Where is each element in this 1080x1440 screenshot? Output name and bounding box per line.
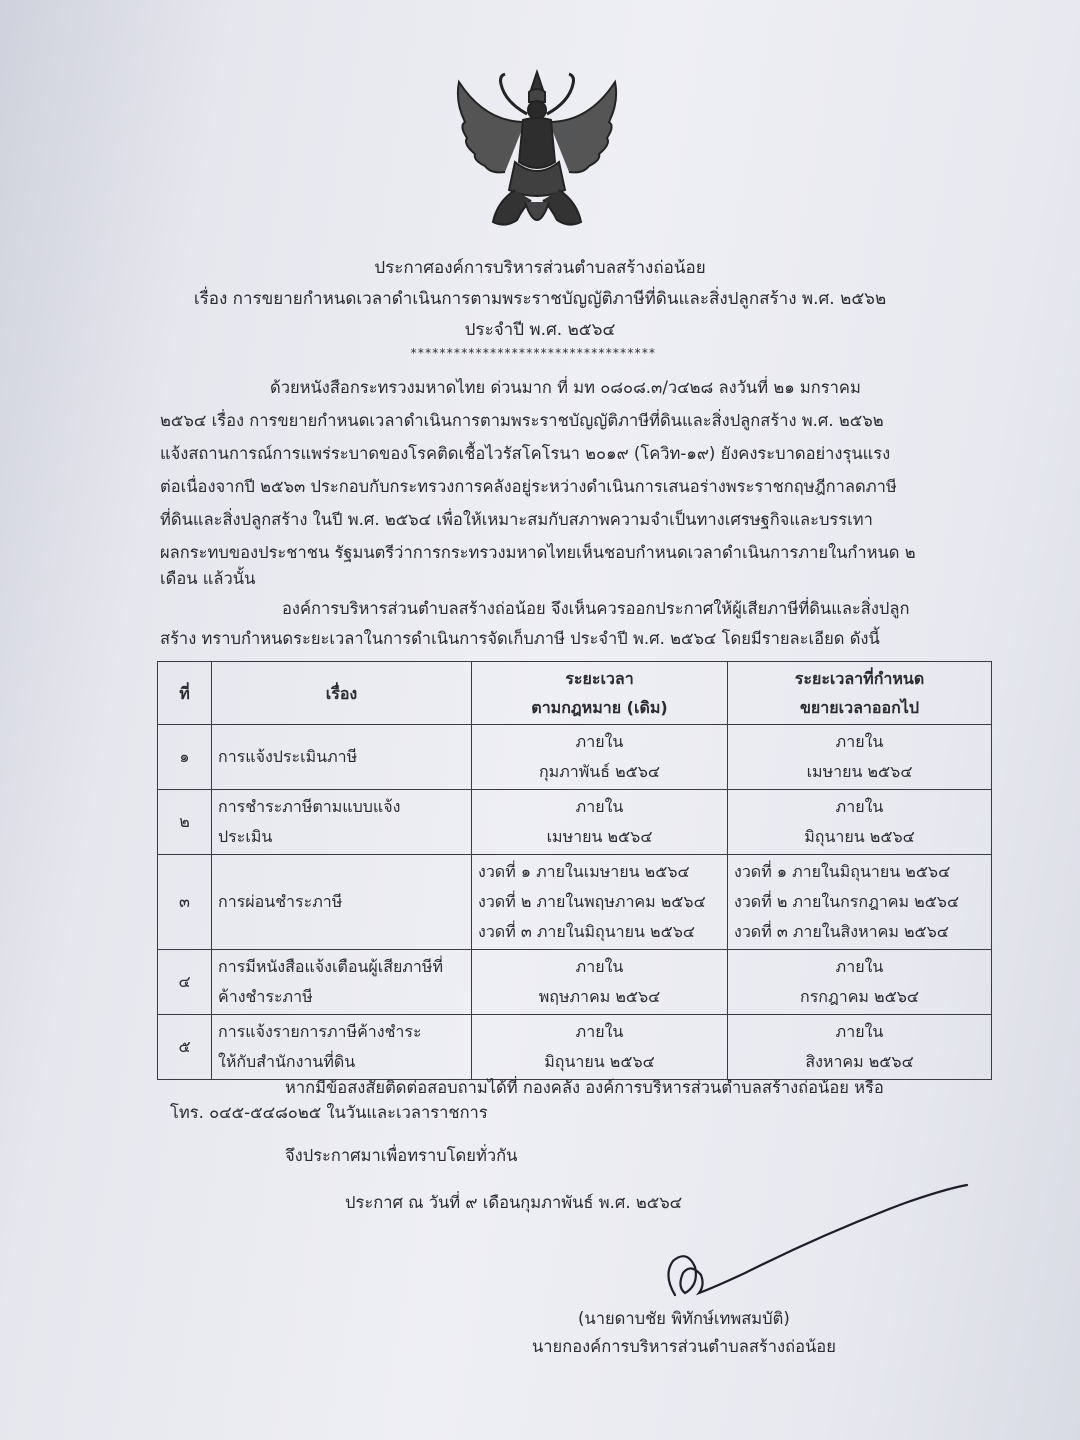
row-original-deadline: ภายใน เมษายน ๒๕๖๔: [472, 790, 728, 855]
paragraph-line: ผลกระทบของประชาชน รัฐมนตรีว่าการกระทรวงมหาดไทยเห็นชอบกำหนดเวลาดำเนินการภายในกำหนด ๒: [160, 543, 916, 562]
row-original-deadline: งวดที่ ๑ ภายในเมษายน ๒๕๖๔ งวดที่ ๒ ภายในพฤษภาคม ๒๕๖๔ งวดที่ ๓ ภายในมิถุนายน ๒๕๖๔: [472, 855, 728, 950]
announcement-subject: เรื่อง การขยายกำหนดเวลาดำเนินการตามพระราชบัญญัติภาษีที่ดินและสิ่งปลูกสร้าง พ.ศ. ๒๕๖๒: [193, 289, 887, 309]
row-original-deadline: ภายใน มิถุนายน ๒๕๖๔: [472, 1015, 728, 1080]
table-row: [158, 950, 992, 1015]
date-line: ประกาศ ณ วันที่ ๙ เดือนกุมภาพันธ์ พ.ศ. ๒๕๖๔: [345, 1193, 683, 1212]
table-row: [158, 725, 992, 790]
signer-name: (นายดาบชัย พิทักษ์เทพสมบัติ): [578, 1309, 790, 1328]
signer-title: นายกองค์การบริหารส่วนตำบลสร้างถ่อน้อย: [532, 1337, 836, 1356]
paragraph-line: ๒๕๖๔ เรื่อง การขยายกำหนดเวลาดำเนินการตามพระราชบัญญัติภาษีที่ดินและสิ่งปลูกสร้าง พ.ศ. ๒๕๖๒: [160, 411, 884, 430]
row-number: ๑: [158, 725, 212, 790]
row-number: ๒: [158, 790, 212, 855]
contact-line: โทร. ๐๔๕-๕๔๘๐๒๕ ในวันและเวลาราชการ: [170, 1103, 488, 1122]
separator-stars: **********************************: [410, 346, 656, 360]
row-number: ๕: [158, 1015, 212, 1080]
row-extended-deadline: ภายใน เมษายน ๒๕๖๔: [728, 725, 992, 790]
table-row: [158, 1015, 992, 1080]
row-subject: การผ่อนชำระภาษี: [212, 855, 472, 950]
table-row: [158, 855, 992, 950]
paragraph-line: ด้วยหนังสือกระทรวงมหาดไทย ด่วนมาก ที่ มท ๐๘๐๘.๓/ว๔๒๘ ลงวันที่ ๒๑ มกราคม: [270, 378, 861, 397]
announcement-title: ประกาศองค์การบริหารส่วนตำบลสร้างถ่อน้อย: [374, 258, 706, 278]
garuda-emblem-icon: [445, 62, 630, 240]
row-number: ๓: [158, 855, 212, 950]
closing-line: จึงประกาศมาเพื่อทราบโดยทั่วกัน: [285, 1146, 518, 1165]
announcement-year: ประจำปี พ.ศ. ๒๕๖๔: [464, 320, 616, 340]
col-header-subject: เรื่อง: [212, 662, 472, 725]
paragraph-line: แจ้งสถานการณ์การแพร่ระบาดของโรคติดเชื้อไวรัสโคโรนา ๒๐๑๙ (โควิท-๑๙) ยังคงระบาดอย่างรุนแรง: [160, 444, 891, 463]
row-number: ๔: [158, 950, 212, 1015]
schedule-table: [157, 661, 992, 1080]
col-header-original: ระยะเวลา ตามกฎหมาย (เดิม): [472, 662, 728, 725]
row-extended-deadline: ภายใน สิงหาคม ๒๕๖๔: [728, 1015, 992, 1080]
row-original-deadline: ภายใน กุมภาพันธ์ ๒๕๖๔: [472, 725, 728, 790]
row-subject: การแจ้งประเมินภาษี: [212, 725, 472, 790]
col-header-no: ที่: [158, 662, 212, 725]
row-original-deadline: ภายใน พฤษภาคม ๒๕๖๔: [472, 950, 728, 1015]
row-extended-deadline: งวดที่ ๑ ภายในมิถุนายน ๒๕๖๔ งวดที่ ๒ ภายในกรกฎาคม ๒๕๖๔ งวดที่ ๓ ภายในสิงหาคม ๒๕๖๔: [728, 855, 992, 950]
signature-icon: [655, 1175, 995, 1320]
paragraph-line: องค์การบริหารส่วนตำบลสร้างถ่อน้อย จึงเห็นควรออกประกาศให้ผู้เสียภาษีที่ดินและสิ่งปลูก: [282, 599, 910, 618]
table-header-row: [158, 662, 992, 725]
row-subject: การชำระภาษีตามแบบแจ้ง ประเมิน: [212, 790, 472, 855]
col-header-extended: ระยะเวลาที่กำหนด ขยายเวลาออกไป: [728, 662, 992, 725]
paragraph-line: ต่อเนื่องจากปี ๒๕๖๓ ประกอบกับกระทรวงการคลังอยู่ระหว่างดำเนินการเสนอร่างพระราชกฤษฎีกาลดภาษี: [160, 477, 897, 496]
contact-line: หากมีข้อสงสัยติดต่อสอบถามได้ที่ กองคลัง องค์การบริหารส่วนตำบลสร้างถ่อน้อย หรือ: [285, 1078, 884, 1097]
paragraph-line: สร้าง ทราบกำหนดระยะเวลาในการดำเนินการจัดเก็บภาษี ประจำปี พ.ศ. ๒๕๖๔ โดยมีรายละเอียด ดังนี้: [160, 629, 880, 648]
row-subject: การแจ้งรายการภาษีค้างชำระ ให้กับสำนักงานที่ดิน: [212, 1015, 472, 1080]
table-row: [158, 790, 992, 855]
row-subject: การมีหนังสือแจ้งเตือนผู้เสียภาษีที่ ค้างชำระภาษี: [212, 950, 472, 1015]
row-extended-deadline: ภายใน มิถุนายน ๒๕๖๔: [728, 790, 992, 855]
paragraph-line: เดือน แล้วนั้น: [160, 569, 256, 588]
paragraph-line: ที่ดินและสิ่งปลูกสร้าง ในปี พ.ศ. ๒๕๖๔ เพื่อให้เหมาะสมกับสภาพความจำเป็นทางเศรษฐกิจและบรรเทา: [160, 510, 873, 529]
row-extended-deadline: ภายใน กรกฎาคม ๒๕๖๔: [728, 950, 992, 1015]
